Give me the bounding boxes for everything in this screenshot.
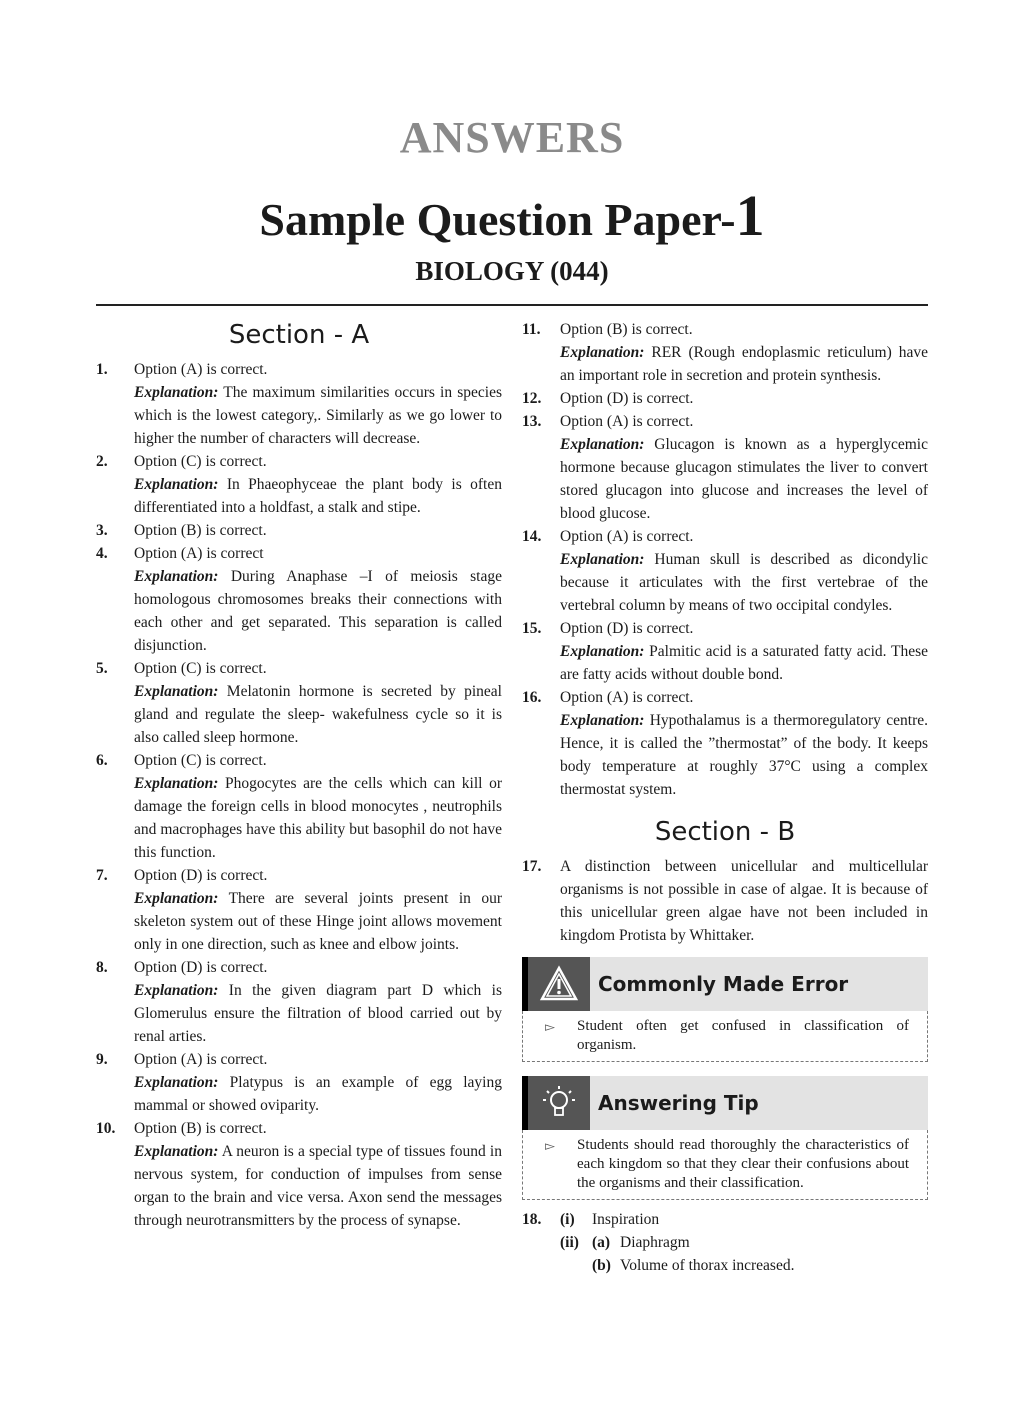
explanation-text: Hypothalamus is a thermoregulatory centre. Hence, it is called the ”thermostat” of the body. It keeps body temperature at roughly 37°C using a complex thermostat system. (560, 712, 928, 798)
option-line: Option (C) is correct. (134, 752, 267, 769)
lightbulb-icon (522, 1076, 590, 1130)
question-number: 5. (96, 660, 108, 677)
question-number: 17. (522, 858, 542, 875)
answer-item (96, 864, 502, 956)
section-b-heading: Section - B (654, 817, 796, 847)
option-line: Option (D) is correct. (560, 620, 694, 637)
answer-item (96, 956, 502, 1048)
explanation-label: Explanation: (560, 643, 645, 660)
explanation (134, 772, 502, 864)
answer-item (522, 387, 928, 410)
explanation-text: During Anaphase –I of meiosis stage homologous chromosomes breaks their connections with each other and get separated. This separation is called disjunction. (134, 568, 502, 654)
callout-title: Commonly Made Error (598, 972, 849, 996)
sub-part-ii-b (560, 1254, 928, 1277)
answers-heading: ANSWERS (399, 113, 625, 162)
answer-body (560, 525, 928, 617)
explanation-text: RER (Rough endoplasmic reticulum) have an important role in secretion and protein synthesis. (560, 344, 928, 384)
warning-icon (522, 957, 590, 1011)
callout-text: Students should read thoroughly the characteristics of each kingdom so that they clear their confusions about the organisms and their classification. (577, 1137, 909, 1191)
explanation-label: Explanation: (560, 436, 645, 453)
answer-body (560, 410, 928, 525)
answer-body (134, 749, 502, 864)
section-a-list (96, 358, 502, 1232)
explanation-label: Explanation: (560, 344, 645, 361)
sub-part-ii (560, 1231, 928, 1254)
option-line: Option (C) is correct. (134, 453, 267, 470)
left-column (96, 318, 502, 1232)
option-line: Option (C) is correct. (134, 660, 267, 677)
explanation-text: Phogocytes are the cells which can kill or damage the foreign cells in blood monocytes , neutrophils and macrophages have this ability but basophil do not have this function. (134, 775, 502, 861)
section-a-cont-list (522, 318, 928, 801)
explanation (134, 887, 502, 956)
option-line: Option (A) is correct. (134, 1051, 268, 1068)
explanation-text: Glucagon is known as a hyperglycemic hormone because glucagon stimulates the liver to convert stored glucagon into glucose and increases the level of blood glucose. (560, 436, 928, 522)
section-a-heading: Section - A (228, 320, 370, 350)
explanation-text: A neuron is a special type of tissues found in nervous system, for conduction of impulses from sense organ to the brain and vice versa. Axon send the messages through neurotransmitters by the process of synapse. (134, 1143, 502, 1229)
explanation (560, 341, 928, 387)
explanation-label: Explanation: (134, 775, 219, 792)
callout-title: Answering Tip (598, 1091, 759, 1115)
question-number: 4. (96, 545, 108, 562)
answer-item (522, 318, 928, 387)
sub-label: (ii) (560, 1234, 579, 1251)
explanation-label: Explanation: (134, 568, 219, 585)
answer-body (134, 450, 502, 519)
explanation-label: Explanation: (134, 890, 219, 907)
question-number: 18. (522, 1211, 542, 1228)
question-number: 10. (96, 1120, 116, 1137)
right-column (522, 318, 928, 1277)
sub-text: Volume of thorax increased. (620, 1257, 795, 1274)
explanation-label: Explanation: (134, 982, 219, 999)
option-line: Option (A) is correct (134, 545, 264, 562)
sub-text: Inspiration (592, 1211, 660, 1228)
explanation (134, 680, 502, 749)
sub-label: (i) (560, 1211, 575, 1228)
answer-item (522, 410, 928, 525)
answer-item (522, 686, 928, 801)
answer-item (96, 358, 502, 450)
question-number: 11. (522, 321, 541, 338)
explanation-label: Explanation: (134, 476, 219, 493)
explanation-label: Explanation: (134, 1074, 219, 1091)
explanation (134, 1140, 502, 1232)
question-number: 9. (96, 1051, 108, 1068)
header-rule (96, 304, 928, 306)
sub-part-i (560, 1208, 928, 1231)
question-number: 3. (96, 522, 108, 539)
option-line: Option (D) is correct. (134, 867, 268, 884)
question-number: 1. (96, 361, 108, 378)
answer-body (134, 657, 502, 749)
explanation (560, 709, 928, 801)
answer-body (560, 686, 928, 801)
answer-item (96, 657, 502, 749)
explanation-text: The maximum similarities occurs in species which is the lowest category,. Similarly as we go lower to higher the number of characters will decrease. (134, 384, 502, 447)
explanation (134, 1071, 502, 1117)
answer-body (134, 956, 502, 1048)
explanation (134, 979, 502, 1048)
question-18-answer (560, 1208, 928, 1277)
sub-label: (b) (592, 1257, 611, 1274)
question-number: 12. (522, 390, 542, 407)
answer-body (560, 318, 928, 387)
answer-body (134, 1048, 502, 1117)
question-number: 7. (96, 867, 108, 884)
answering-tip-header (522, 1076, 928, 1130)
option-line: Option (A) is correct. (560, 528, 694, 545)
answer-item (96, 749, 502, 864)
explanation-label: Explanation: (560, 551, 645, 568)
answer-body (134, 519, 502, 542)
answer-body (560, 387, 928, 410)
answer-body (560, 617, 928, 686)
explanation-text: Platypus is an example of egg laying mammal or showed oviparity. (134, 1074, 502, 1114)
title-text: Sample Question Paper- (259, 194, 736, 245)
explanation (134, 473, 502, 519)
option-line: Option (D) is correct. (560, 390, 694, 407)
explanation-label: Explanation: (134, 384, 219, 401)
explanation-text: There are several joints present in our skeleton system out of these Hinge joint allows movement only in one direction, such as knee and elbow joints. (134, 890, 502, 953)
answer-item (96, 519, 502, 542)
explanation-label: Explanation: (134, 1143, 219, 1160)
answer-item (522, 617, 928, 686)
answer-item (96, 1048, 502, 1117)
explanation (134, 381, 502, 450)
option-line: Option (B) is correct. (560, 321, 693, 338)
explanation-label: Explanation: (560, 712, 645, 729)
question-number: 6. (96, 752, 108, 769)
explanation (560, 640, 928, 686)
answer-item (96, 450, 502, 519)
answer-body (134, 1117, 502, 1232)
subject-heading: BIOLOGY (044) (415, 256, 609, 286)
question-number: 16. (522, 689, 542, 706)
option-line: Option (A) is correct. (560, 413, 694, 430)
explanation (134, 565, 502, 657)
pointer-icon: ▻ (545, 1019, 555, 1034)
explanation-text: Palmitic acid is a saturated fatty acid. These are fatty acids without double bond. (560, 643, 928, 683)
option-line: Option (B) is correct. (134, 1120, 267, 1137)
explanation (560, 548, 928, 617)
explanation-label: Explanation: (134, 683, 219, 700)
question-number: 15. (522, 620, 542, 637)
answer-body (134, 542, 502, 657)
answering-tip-body (522, 1130, 928, 1200)
option-line: Option (A) is correct. (560, 689, 694, 706)
question-number: 2. (96, 453, 108, 470)
page-title (0, 182, 1024, 249)
answer-body (134, 864, 502, 956)
commonly-made-error-header (522, 957, 928, 1011)
option-line: Option (A) is correct. (134, 361, 268, 378)
answer-item (96, 542, 502, 657)
explanation (560, 433, 928, 525)
explanation-text: In Phaeophyceae the plant body is often differentiated into a holdfast, a stalk and stipe. (134, 476, 502, 516)
answer-body (134, 358, 502, 450)
question-17 (522, 855, 928, 947)
question-number: 14. (522, 528, 542, 545)
sub-label: (a) (592, 1234, 611, 1251)
title-number: 1 (735, 183, 765, 248)
callout-text: Student often get confused in classification of organism. (577, 1018, 909, 1053)
commonly-made-error-body (522, 1011, 928, 1062)
explanation-text: Melatonin hormone is secreted by pineal gland and regulate the sleep- wakefulness cycle so it is also called sleep hormone. (134, 683, 502, 746)
option-line: Option (D) is correct. (134, 959, 268, 976)
sub-text: Diaphragm (620, 1234, 690, 1251)
question-number: 13. (522, 413, 542, 430)
answer-item (96, 1117, 502, 1232)
explanation-text: In the given diagram part D which is Glomerulus ensure the filtration of blood carried out by renal arties. (134, 982, 502, 1045)
question-18 (522, 1208, 928, 1277)
answer-item (522, 525, 928, 617)
pointer-icon: ▻ (545, 1138, 555, 1153)
question-number: 8. (96, 959, 108, 976)
question-17-answer: A distinction between unicellular and multicellular organisms is not possible in case of algae. It is because of this unicellular green algae have not been included in kingdom Protista by Whittaker. (560, 858, 928, 944)
option-line: Option (B) is correct. (134, 522, 267, 539)
explanation-text: Human skull is described as dicondylic because it articulates with the first vertebrae of the vertebral column by means of two occipital condyles. (560, 551, 928, 614)
